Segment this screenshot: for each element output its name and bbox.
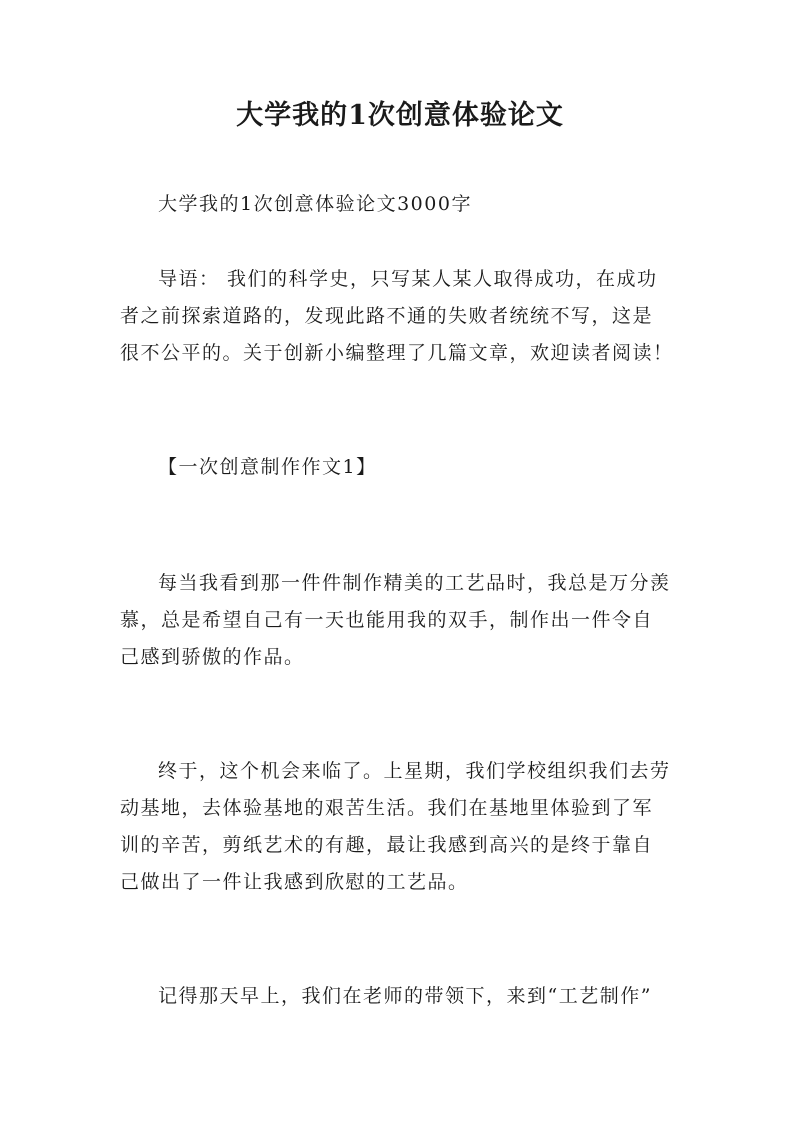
- document-subtitle: [120, 186, 723, 223]
- paragraph-line: 己感到骄傲的作品。: [120, 646, 305, 668]
- body-paragraph-2: [120, 753, 685, 901]
- body-paragraph-3: [120, 978, 685, 1015]
- intro-paragraph: [120, 261, 685, 372]
- intro-line: 导语： 我们的科学史，只写某人某人取得成功，在成功: [158, 268, 658, 290]
- paragraph-line: 终于，这个机会来临了。上星期，我们学校组织我们去劳: [158, 760, 671, 782]
- paragraph-line: 慕，总是希望自己有一天也能用我的双手，制作出一件令自: [120, 609, 654, 631]
- paragraph-line: 记得那天早上，我们在老师的带领下，来到“工艺制作”: [158, 985, 652, 1007]
- intro-line: 者之前探索道路的，发现此路不通的失败者统统不写，这是: [120, 305, 654, 327]
- document-title: 大学我的1次创意体验论文: [236, 100, 564, 131]
- paragraph-line: 动基地，去体验基地的艰苦生活。我们在基地里体验到了军: [120, 797, 654, 819]
- paragraph-line: 己做出了一件让我感到欣慰的工艺品。: [120, 871, 469, 893]
- subtitle-text: 大学我的1次创意体验论文3000字: [158, 193, 472, 215]
- paragraph-line: 每当我看到那一件件制作精美的工艺品时，我总是万分羡: [158, 572, 671, 594]
- section-heading-text: 【一次创意制作作文1】: [158, 456, 377, 478]
- intro-line: 很不公平的。关于创新小编整理了几篇文章，欢迎读者阅读！: [120, 342, 674, 364]
- section-heading: [120, 449, 723, 486]
- body-paragraph-1: [120, 565, 685, 676]
- paragraph-line: 训的辛苦，剪纸艺术的有趣，最让我感到高兴的是终于靠自: [120, 834, 654, 856]
